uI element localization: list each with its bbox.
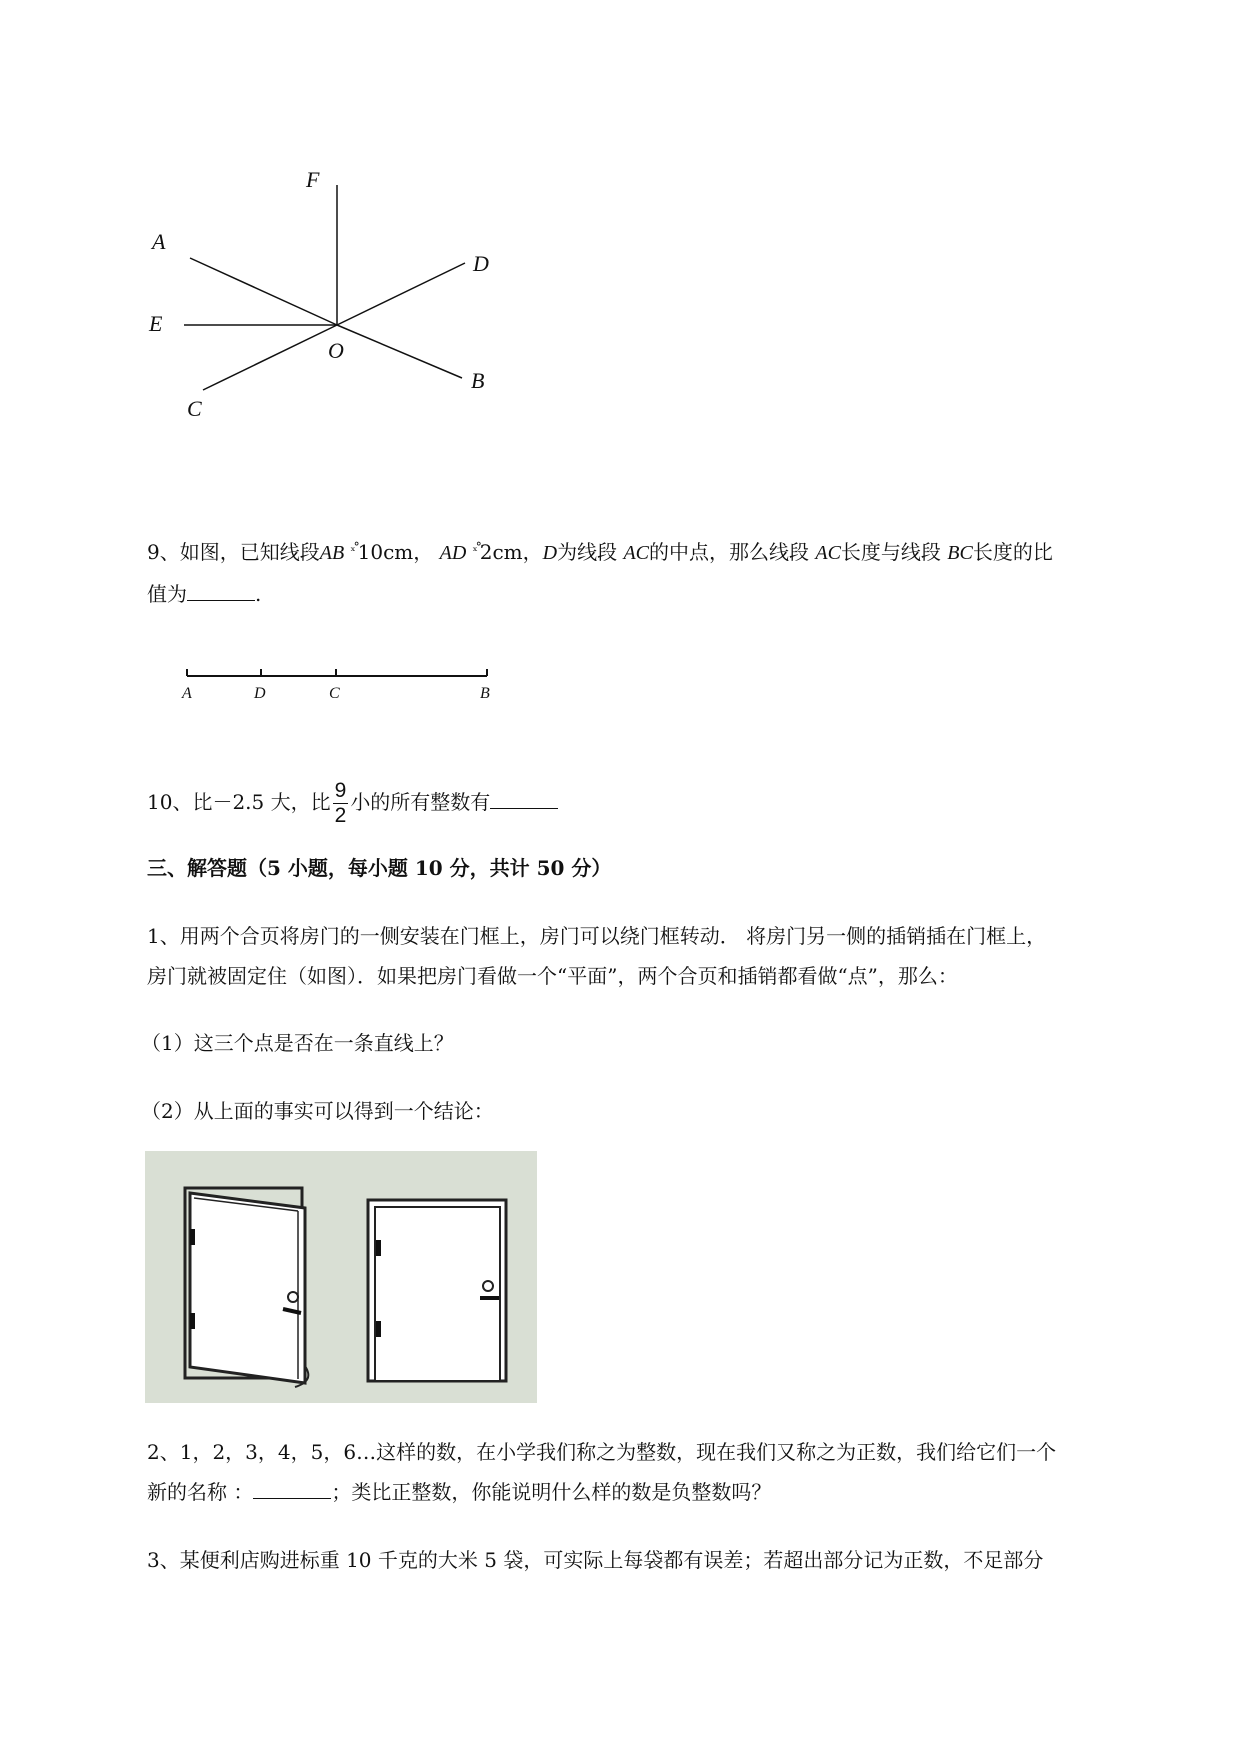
section-heading: 三、解答题（5 小题，每小题 10 分，共计 50 分）	[147, 856, 612, 880]
q9-line1: 9、如图，已知线段AB $^{_x^\circ}$10cm， AD $^{_x^\circ}$2cm，D为线段 AC的中点，那么线段 AC长度与线段 BC长度的比	[147, 540, 1053, 564]
segment-figure	[170, 664, 510, 714]
door-knob-icon	[483, 1281, 493, 1291]
seg-label-d: D	[254, 685, 266, 702]
hinge-top-icon	[190, 1229, 195, 1245]
ray-od	[337, 263, 465, 325]
q9-line2: 值为 .	[147, 582, 262, 606]
p1-line2: 房门就被固定住（如图）．如果把房门看做一个“平面”，两个合页和插销都看做“点”，那么：	[147, 964, 958, 988]
p1-line1: 1、用两个合页将房门的一侧安装在门框上，房门可以绕门框转动． 将房门另一侧的插销插在门框上，	[147, 924, 1047, 948]
ray-oa	[190, 258, 337, 325]
hinge-top-icon	[376, 1240, 381, 1256]
p2-line1: 2、1，2，3，4，5，6…这样的数，在小学我们称之为整数，现在我们又称之为正数，我们给它们一个	[147, 1440, 1057, 1464]
closed-door-panel	[375, 1207, 500, 1381]
seg-label-a: A	[182, 685, 192, 702]
answer-blank[interactable]	[490, 794, 558, 809]
seg-label-b: B	[480, 685, 490, 702]
p2-line2: 新的名称 ： ；类比正整数，你能说明什么样的数是负整数吗？	[147, 1480, 772, 1504]
label-o: O	[328, 338, 344, 363]
door-figure	[145, 1151, 537, 1403]
answer-blank[interactable]	[187, 586, 255, 601]
p1-sub1: （1）这三个点是否在一条直线上？	[141, 1031, 454, 1055]
hinge-bottom-icon	[376, 1321, 381, 1337]
p1-sub2: （2）从上面的事实可以得到一个结论：	[141, 1099, 494, 1123]
label-a: A	[152, 229, 166, 254]
angle-figure	[140, 170, 540, 440]
ray-ob	[337, 325, 462, 378]
q10: 10、比－2.5 大，比 $\frac{9}{2}$ 小的所有整数有	[147, 776, 558, 828]
label-d: D	[473, 251, 489, 276]
answer-blank[interactable]	[253, 1484, 331, 1499]
hinge-bottom-icon	[190, 1313, 195, 1329]
label-c: C	[187, 396, 202, 421]
label-f: F	[306, 170, 320, 192]
open-door-panel	[190, 1193, 305, 1383]
seg-label-c: C	[329, 685, 340, 702]
door-knob-icon	[288, 1292, 298, 1302]
closed-door	[368, 1200, 506, 1381]
p3-line1: 3、某便利店购进标重 10 千克的大米 5 袋，可实际上每袋都有误差；若超出部分记为正数，不足部分	[147, 1548, 1044, 1572]
label-b: B	[471, 368, 485, 393]
fraction: $\frac{9}{2}$	[334, 779, 347, 827]
label-e: E	[149, 311, 163, 336]
open-door	[185, 1188, 308, 1387]
ray-oc	[203, 325, 337, 390]
